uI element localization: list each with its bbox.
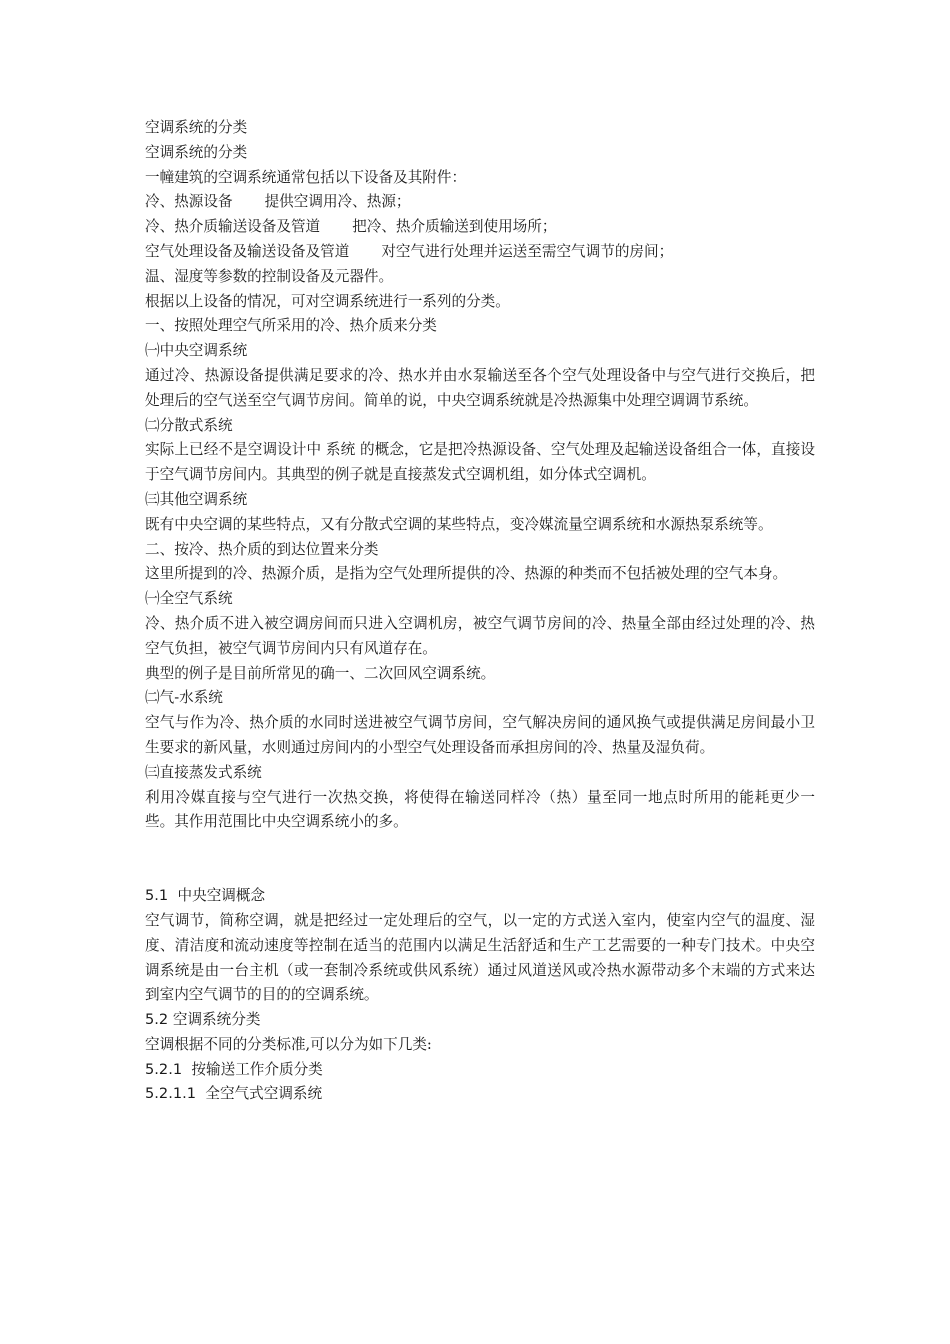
paragraph-1-2: 实际上已经不是空调设计中 系统 的概念，它是把冷热源设备、空气处理及起输送设备组合一体，直接设于空气调节房间内。其典型的例子就是直接蒸发式空调机组，如分体式空调机。 (145, 441, 815, 484)
section-5-1-heading (145, 884, 815, 909)
paragraph-2: 这里所提到的冷、热源介质，是指为空气处理所提供的冷、热源的种类而不包括被处理的空气本身。 (145, 565, 788, 583)
equipment-item-3-desc: 对空气进行处理并运送至需空气调节的房间； (381, 242, 674, 260)
title-line-2: 空调系统的分类 (145, 143, 248, 161)
section-5-2-1-number: 5.2.1 (145, 1060, 183, 1078)
equipment-item-2 (145, 215, 815, 240)
section-5-1-number: 5.1 (145, 887, 169, 905)
equipment-item-2-name: 冷、热介质输送设备及管道 (145, 218, 321, 236)
subheading-1-3: ㈢其他空调系统 (145, 490, 248, 508)
subheading-2-2: ㈡气-水系统 (145, 689, 223, 707)
section-5-1-paragraph: 空气调节，简称空调，就是把经过一定处理后的空气，以一定的方式送入室内，使室内空气的温度、湿度、清洁度和流动速度等控制在适当的范围内以满足生活舒适和生产工艺需要的一种专门技术。中央空调系统是由一台主机（或一套制冷系统或供风系统）通过风道送风或冷热水源带动多个末端的方式来达到室内空气调节的目的的空调系统。 (145, 911, 815, 1004)
equipment-item-1-name: 冷、热源设备 (145, 193, 233, 211)
section-5-2-number: 5.2 (145, 1011, 169, 1029)
section-5-2-1-heading (145, 1058, 815, 1083)
equipment-item-4: 温、湿度等参数的控制设备及元器件。 (145, 267, 394, 285)
subheading-2-1: ㈠全空气系统 (145, 590, 233, 608)
heading-1: 一、按照处理空气所采用的冷、热介质来分类 (145, 317, 437, 335)
paragraph-2-3: 利用冷媒直接与空气进行一次热交换，将使得在输送同样冷（热）量至同一地点时所用的能耗更少一些。其作用范围比中央空调系统小的多。 (145, 788, 815, 831)
section-5-2-1-1-heading (145, 1082, 815, 1107)
section-5-2-title: 空调系统分类 (172, 1011, 261, 1029)
section-5-2-1-title: 按输送工作介质分类 (191, 1060, 323, 1078)
equipment-item-3-name: 空气处理设备及输送设备及管道 (145, 242, 350, 260)
document-page (145, 116, 815, 1107)
subheading-1-1: ㈠中央空调系统 (145, 342, 248, 360)
section-spacer (145, 835, 815, 884)
basis-text: 根据以上设备的情况，可对空调系统进行一系列的分类。 (145, 292, 510, 310)
section-5-1-title: 中央空调概念 (177, 887, 266, 905)
paragraph-2-1-example: 典型的例子是目前所常见的确一、二次回风空调系统。 (145, 664, 496, 682)
equipment-item-1-desc: 提供空调用冷、热源； (264, 193, 411, 211)
equipment-item-2-desc: 把冷、热介质输送到使用场所； (352, 218, 557, 236)
subheading-1-2: ㈡分散式系统 (145, 416, 233, 434)
section-5-2-heading (145, 1008, 815, 1033)
intro-text: 一幢建筑的空调系统通常包括以下设备及其附件： (145, 168, 467, 186)
heading-2: 二、按冷、热介质的到达位置来分类 (145, 540, 379, 558)
paragraph-2-1: 冷、热介质不进入被空调房间而只进入空调机房，被空气调节房间的冷、热量全部由经过处理的冷、热空气负担，被空气调节房间内只有风道存在。 (145, 614, 815, 657)
section-5-2-paragraph: 空调根据不同的分类标准,可以分为如下几类: (145, 1035, 432, 1053)
paragraph-2-2: 空气与作为冷、热介质的水同时送进被空气调节房间，空气解决房间的通风换气或提供满足房间最小卫生要求的新风量，水则通过房间内的小型空气处理设备而承担房间的冷、热量及湿负荷。 (145, 714, 815, 756)
section-5-2-1-1-title: 全空气式空调系统 (205, 1085, 323, 1103)
title-line-1: 空调系统的分类 (145, 119, 248, 136)
section-5-2-1-1-number: 5.2.1.1 (145, 1085, 197, 1103)
paragraph-1-3: 既有中央空调的某些特点，又有分散式空调的某些特点，变冷媒流量空调系统和水源热泵系统等。 (145, 515, 773, 533)
paragraph-1-1: 通过冷、热源设备提供满足要求的冷、热水并由水泵输送至各个空气处理设备中与空气进行交换后，把处理后的空气送至空气调节房间。简单的说，中央空调系统就是冷热源集中处理空调调节系统。 (145, 366, 815, 409)
subheading-2-3: ㈢直接蒸发式系统 (145, 763, 262, 781)
equipment-item-3 (145, 240, 815, 265)
equipment-item-1 (145, 190, 815, 215)
